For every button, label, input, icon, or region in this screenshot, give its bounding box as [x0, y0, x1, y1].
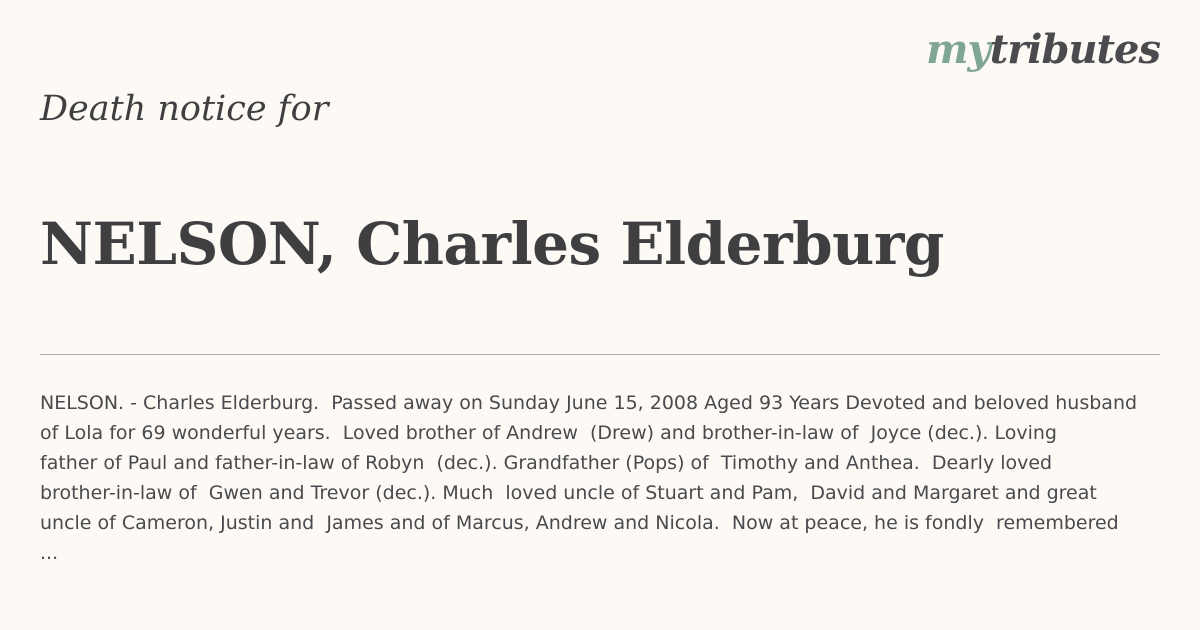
logo-tributes-text: tributes — [989, 26, 1160, 73]
notice-ellipsis: ... — [40, 542, 59, 564]
death-notice-kicker: Death notice for — [40, 89, 329, 129]
logo-my-text: my — [926, 26, 990, 73]
notice-line: uncle of Cameron, Justin and James and of Marcus, Andrew and Nicola. Now at peace, he is fondly remembered — [40, 512, 1119, 534]
notice-line: NELSON. - Charles Elderburg. Passed away on Sunday June 15, 2008 Aged 93 Years Devoted and beloved husband — [40, 392, 1138, 414]
notice-line: father of Paul and father-in-law of Robyn (dec.). Grandfather (Pops) of Timothy and Anthea. Dearly loved — [40, 452, 1053, 474]
notice-line: brother-in-law of Gwen and Trevor (dec.). Much loved uncle of Stuart and Pam, David and Margaret and great — [40, 482, 1097, 504]
notice-line: of Lola for 69 wonderful years. Loved brother of Andrew (Drew) and brother-in-law of Joyce (dec.). Loving — [40, 422, 1057, 444]
deceased-name: NELSON, Charles Elderburg — [40, 210, 944, 278]
mytributes-logo[interactable] — [926, 26, 1160, 73]
section-divider — [40, 354, 1160, 355]
notice-text — [40, 388, 1190, 568]
